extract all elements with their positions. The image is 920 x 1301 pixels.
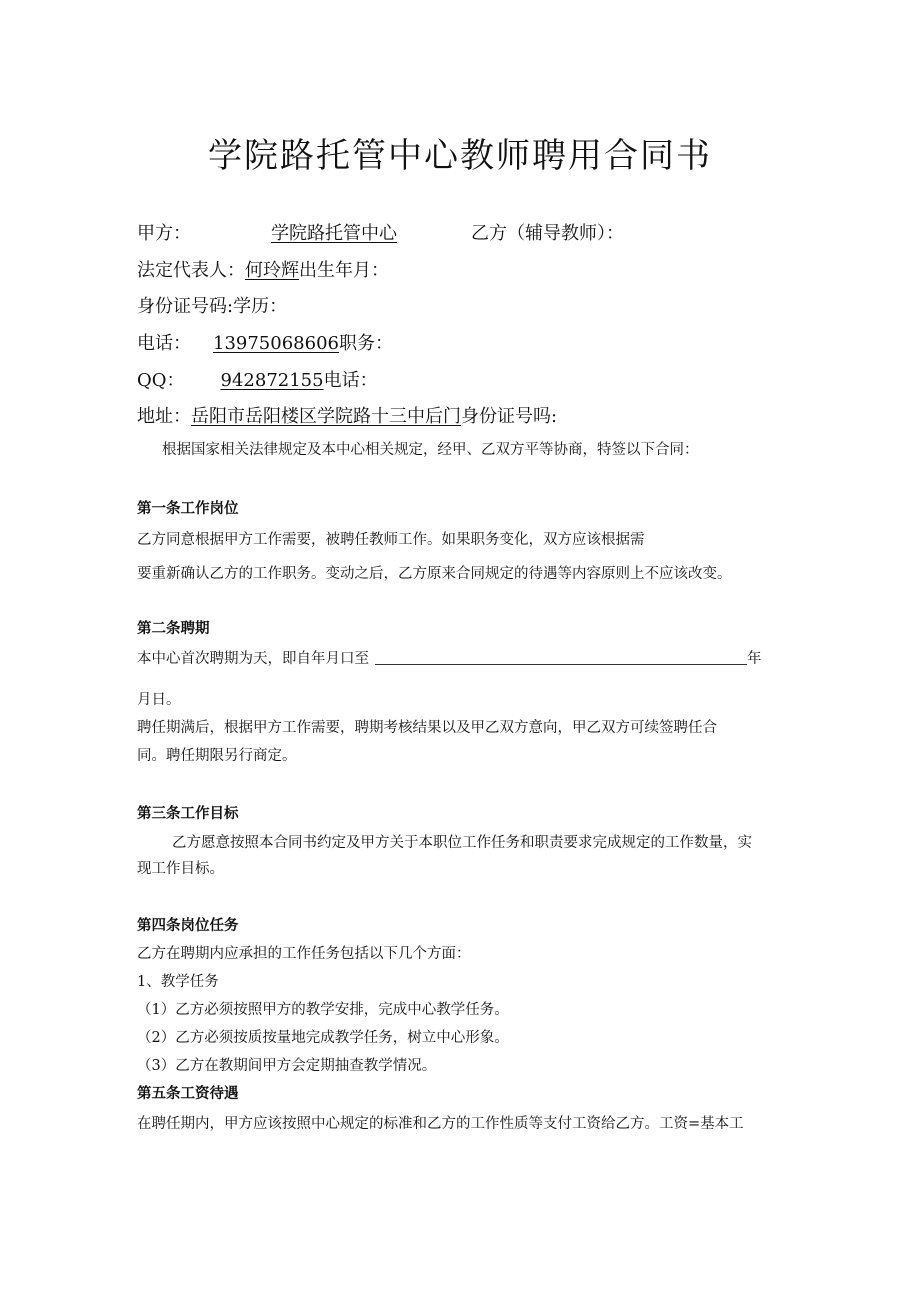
- section3-heading: 第三条工作目标: [137, 806, 239, 822]
- qq-line: [137, 366, 378, 392]
- party-a-value: 学院路托管中心: [271, 223, 397, 244]
- birth-label: 出生年月：: [299, 260, 389, 281]
- section2-heading: 第二条聘期: [137, 621, 210, 637]
- section5-line1: 在聘任期内，甲方应该按照中心规定的标准和乙方的工作性质等支付工资给乙方。工资=基本工: [137, 1116, 744, 1132]
- section4-line1: 乙方在聘期内应承担的工作任务包括以下几个方面：: [137, 946, 471, 962]
- section3-line2: 现工作目标。: [137, 861, 224, 877]
- party-a-line: [137, 219, 624, 245]
- section2-line1-text: 本中心首次聘期为天，即自年月口至: [137, 651, 369, 667]
- address-line: [137, 402, 557, 428]
- document-title: 学院路托管中心教师聘用合同书: [208, 136, 712, 176]
- position-label: 职务：: [338, 333, 393, 354]
- section4-line2: 1、教学任务: [137, 974, 219, 990]
- section2-line3: 聘任期满后，根据甲方工作需要，聘期考核结果以及甲乙双方意向，甲乙双方可续签聘任合: [137, 720, 717, 736]
- section2-line2: 月日。: [137, 692, 181, 708]
- section2-line4: 同。聘任期限另行商定。: [137, 748, 297, 764]
- legal-rep-line: [137, 256, 389, 282]
- section2-line1-end: 年: [747, 651, 762, 667]
- term-blank-line: [375, 650, 747, 665]
- qq-label: QQ：: [137, 370, 185, 391]
- id2-label: 身份证号吗:: [461, 406, 558, 427]
- party-b-label: 乙方（辅导教师）：: [471, 223, 624, 244]
- legal-rep-value: 何玲辉: [245, 260, 299, 281]
- section1-line2: 要重新确认乙方的工作职务。变动之后，乙方原来合同规定的待遇等内容原则上不应该改变。: [137, 566, 732, 582]
- phone2-label: 电话：: [323, 370, 378, 391]
- legal-rep-label: 法定代表人：: [137, 260, 245, 281]
- address-label: 地址：: [137, 406, 191, 427]
- section4-item1: （1）乙方必须按照甲方的教学安排，完成中心教学任务。: [137, 1002, 509, 1018]
- party-a-label: 甲方：: [137, 223, 191, 244]
- phone-label: 电话：: [137, 333, 191, 354]
- section4-item2: （2）乙方必须按质按量地完成教学任务，树立中心形象。: [137, 1030, 509, 1046]
- phone-value: 13975068606: [213, 333, 339, 354]
- address-value: 岳阳市岳阳楼区学院路十三中后门: [191, 406, 461, 427]
- intro-paragraph: 根据国家相关法律规定及本中心相关规定，经甲、乙双方平等协商，特签以下合同：: [162, 442, 699, 458]
- section3-line1: 乙方愿意按照本合同书约定及甲方关于本职位工作任务和职责要求完成规定的工作数量，实: [172, 835, 752, 851]
- section1-heading: 第一条工作岗位: [137, 501, 239, 517]
- section5-heading: 第五条工资待遇: [137, 1086, 239, 1102]
- section1-line1: 乙方同意根据甲方工作需要，被聘任教师工作。如果职务变化，双方应该根据需: [137, 532, 645, 548]
- section2-line1: [137, 647, 762, 668]
- phone-line: [137, 329, 393, 355]
- section4-heading: 第四条岗位任务: [137, 918, 239, 934]
- id-education-line: 身份证号码:学历：: [137, 296, 288, 317]
- qq-value: 942872155: [220, 370, 324, 391]
- section4-item3: （3）乙方在教期间甲方会定期抽查教学情况。: [137, 1058, 437, 1074]
